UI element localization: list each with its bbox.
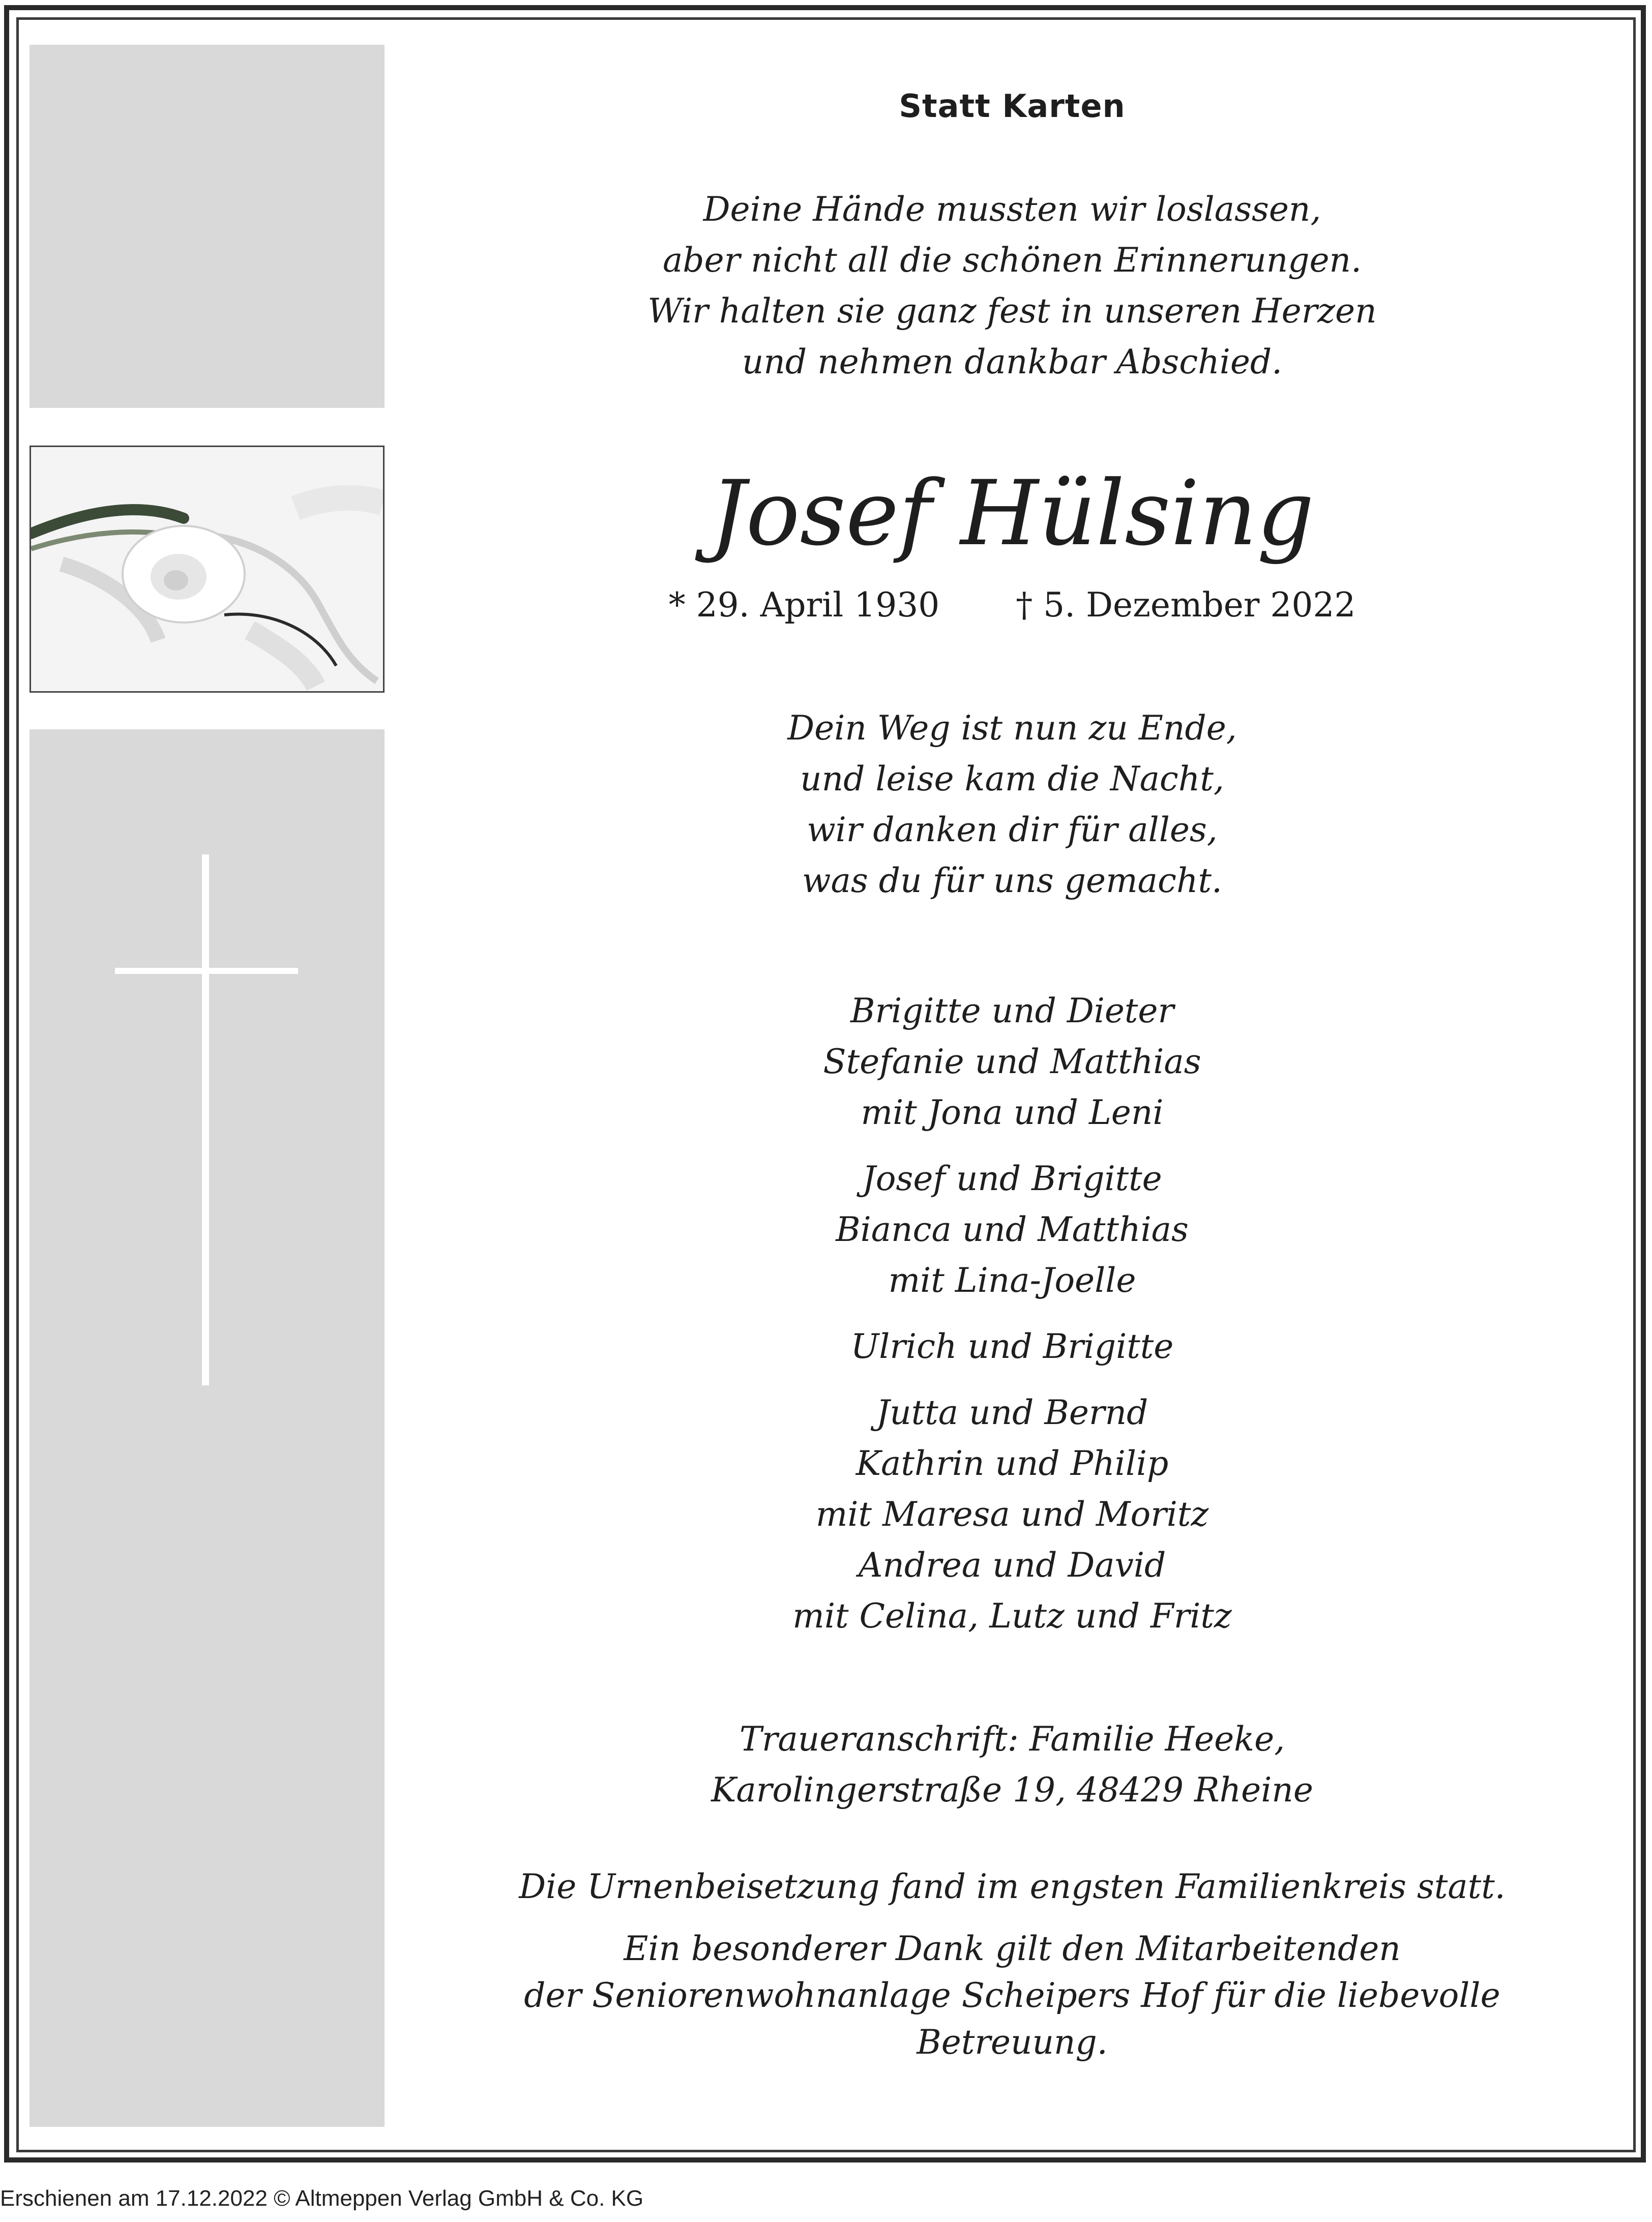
address-line: Karolingerstraße 19, 48429 Rheine — [711, 1770, 1313, 1810]
calla-lily-icon — [31, 447, 383, 691]
family-member: Josef und Brigitte — [862, 1159, 1162, 1198]
family-list — [427, 986, 1597, 1657]
family-group — [427, 986, 1597, 1138]
life-dates — [427, 585, 1597, 626]
family-member: Jutta und Bernd — [876, 1393, 1148, 1432]
verse-line: wir danken dir für alles, — [807, 810, 1218, 849]
verse-line: was du für uns gemacht. — [802, 861, 1222, 900]
family-member: Andrea und David — [858, 1546, 1166, 1585]
family-group — [427, 1153, 1597, 1306]
verse-line: und leise kam die Nacht, — [800, 759, 1224, 798]
family-member: Stefanie und Matthias — [823, 1042, 1201, 1081]
publication-footer: Erschienen am 17.12.2022 © Altmeppen Verlag GmbH & Co. KG — [0, 2186, 644, 2211]
burial-notice: Die Urnenbeisetzung fand im engsten Familienkreis statt. — [519, 1867, 1506, 1906]
verse-line: Wir halten sie ganz fest in unseren Herzen — [647, 291, 1377, 331]
thanks-line: Betreuung. — [917, 2023, 1108, 2062]
calla-lily-image — [29, 446, 385, 693]
family-member: Kathrin und Philip — [855, 1444, 1169, 1483]
family-member: Bianca und Matthias — [836, 1210, 1189, 1249]
family-member: Ulrich und Brigitte — [850, 1327, 1174, 1366]
family-member: mit Jona und Leni — [861, 1093, 1164, 1132]
verse-line: und nehmen dankbar Abschied. — [742, 342, 1283, 381]
death-date: † 5. Dezember 2022 — [1016, 585, 1356, 625]
verse-top — [427, 184, 1597, 388]
deceased-name: Josef Hülsing — [710, 461, 1314, 566]
family-member: Brigitte und Dieter — [850, 991, 1174, 1030]
family-group — [427, 1387, 1597, 1642]
family-member: mit Maresa und Moritz — [815, 1495, 1209, 1534]
verse-line: Deine Hände mussten wir loslassen, — [703, 190, 1321, 229]
family-member: mit Lina-Joelle — [888, 1261, 1136, 1300]
statt-karten-heading: Statt Karten — [899, 87, 1126, 125]
birth-date: * 29. April 1930 — [668, 585, 940, 625]
mourning-address — [427, 1714, 1597, 1816]
closing-notice — [427, 1863, 1597, 2066]
thanks-line: der Seniorenwohnanlage Scheipers Hof für die liebevolle — [524, 1976, 1500, 2015]
verse-bottom — [427, 703, 1597, 906]
cross-icon-vertical — [202, 854, 209, 1385]
verse-line: aber nicht all die schönen Erinnerungen. — [662, 241, 1362, 280]
family-member: mit Celina, Lutz und Fritz — [792, 1596, 1232, 1636]
thanks-line: Ein besonderer Dank gilt den Mitarbeitenden — [624, 1929, 1401, 1968]
decorative-panel-top — [29, 45, 385, 408]
family-group — [427, 1321, 1597, 1372]
address-line: Traueranschrift: Familie Heeke, — [739, 1720, 1285, 1759]
verse-line: Dein Weg ist nun zu Ende, — [787, 708, 1237, 748]
cross-icon-horizontal — [115, 968, 298, 974]
